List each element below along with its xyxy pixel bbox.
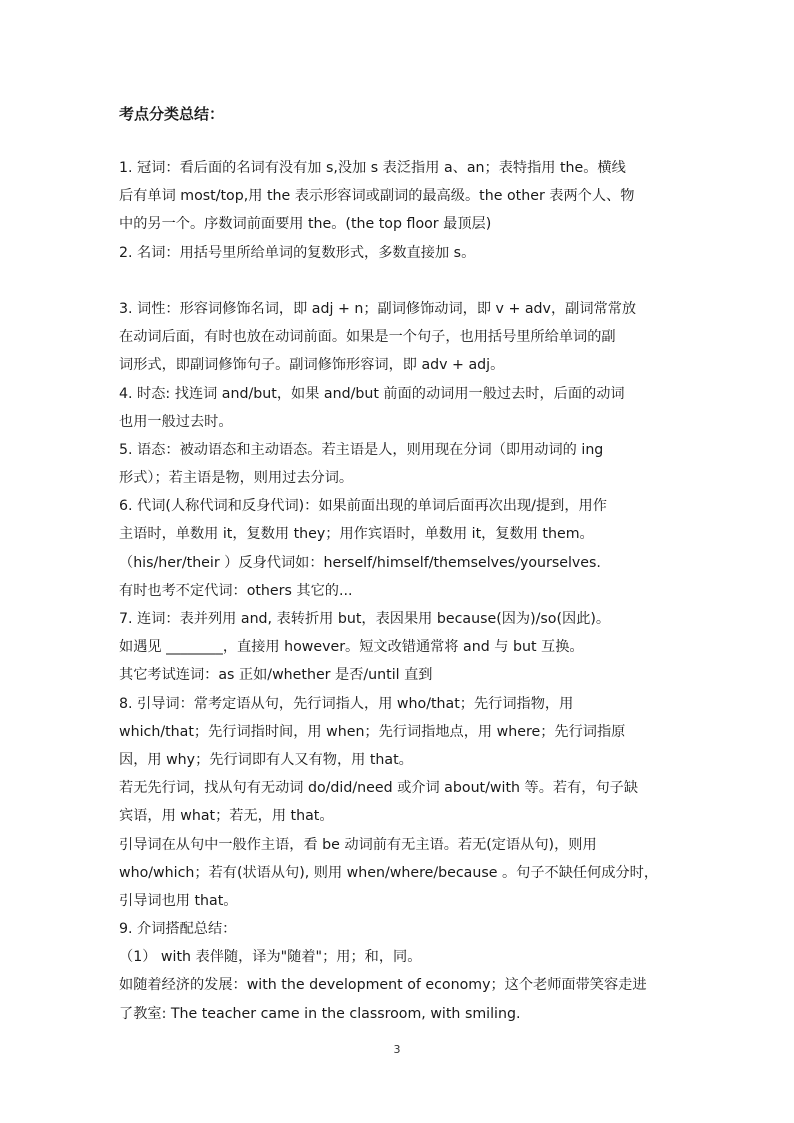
text-line: 有时也考不定代词：others 其它的... [119,582,353,599]
text-line: 如遇见 ________，直接用 however。短文改错通常将 and 与 but 互换。 [119,639,584,656]
text-line: 4. 时态: 找连词 and/but，如果 and/but 前面的动词用一般过去时，后面的动词 [119,385,625,402]
text-line: 宾语，用 what；若无，用 that。 [119,808,334,825]
text-line: 引导词也用 that。 [119,892,238,909]
text-line: 5. 语态：被动语态和主动语态。若主语是人，则用现在分词（即用动词的 ing [119,441,604,458]
body-text [119,154,679,1028]
text-line: 若无先行词，找从句有无动词 do/did/need 或介词 about/with 等。若有，句子缺 [119,780,639,797]
text-line: 也用一般过去时。 [119,413,233,430]
text-line: 2. 名词：用括号里所给单词的复数形式，多数直接加 s。 [119,244,476,261]
text-line: 词形式，即副词修饰句子。副词修饰形容词，即 adv + adj。 [119,357,505,374]
text-line: 9. 介词搭配总结： [119,921,237,938]
text-line: 1. 冠词：看后面的名词有没有加 s,没加 s 表泛指用 a、an；表特指用 the。横线 [119,160,626,176]
text-line: 了教室: The teacher came in the classroom, with smiling. [119,1005,521,1022]
text-line: 7. 连词：表并列用 and, 表转折用 but，表因果用 because(因为)/so(因此)。 [119,611,611,627]
text-line: 8. 引导词：常考定语从句，先行词指人，用 who/that；先行词指物，用 [119,695,574,712]
text-line: 在动词后面，有时也放在动词前面。如果是一个句子，也用括号里所给单词的副 [119,329,616,346]
text-line: （his/her/their ）反身代词如：herself/himself/themselves/yourselves. [119,554,601,571]
text-line: 因，用 why；先行词即有人又有物，用 that。 [119,751,413,768]
text-line: 主语时，单数用 it，复数用 they；用作宾语时，单数用 it，复数用 them。 [119,526,594,543]
blank-line [119,267,679,295]
page-number: 3 [393,1043,401,1056]
text-line: 中的另一个。序数词前面要用 the。(the top floor 最顶层) [119,216,492,233]
text-line: 引导词在从句中一般作主语，看 be 动词前有无主语。若无(定语从句)，则用 [119,836,597,853]
text-line: 6. 代词(人称代词和反身代词)：如果前面出现的单词后面再次出现/提到，用作 [119,498,607,515]
section-heading: 考点分类总结： [119,105,225,123]
text-line: who/which；若有(状语从句), 则用 when/where/because 。句子不缺任何成分时， [119,864,659,881]
text-line: 后有单词 most/top,用 the 表示形容词或副词的最高级。the other 表两个人、物 [119,188,635,205]
text-line: 形式）；若主语是物，则用过去分词。 [119,470,354,487]
text-line: 3. 词性：形容词修饰名词，即 adj + n；副词修饰动词，即 v + adv，副词常常放 [119,300,637,317]
text-line: （1） with 表伴随，译为"随着"；用；和，同。 [119,949,422,966]
text-line: 其它考试连词：as 正如/whether 是否/until 直到 [119,667,433,684]
text-line: 如随着经济的发展：with the development of economy；这个老师面带笑容走进 [119,977,647,994]
text-line: which/that；先行词指时间，用 when；先行词指地点，用 where；先行词指原 [119,723,626,740]
